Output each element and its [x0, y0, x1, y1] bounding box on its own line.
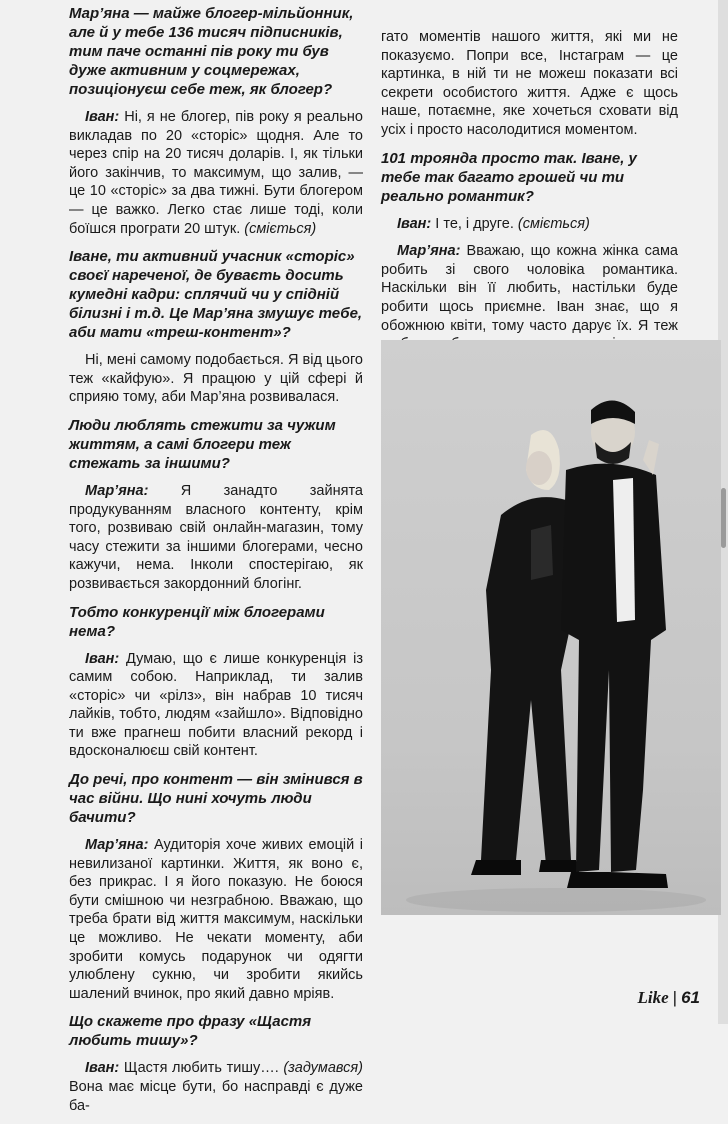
footer-separator: |: [672, 988, 678, 1007]
question-5: До речі, про контент — він змінився в час війни. Що нині хочуть люди бачити?: [69, 771, 363, 827]
speaker-label: Іван:: [397, 215, 432, 232]
page-number: 61: [681, 988, 700, 1007]
answer-1: [69, 108, 363, 238]
stage-note: (задумався): [283, 1060, 363, 1077]
answer-6: [69, 1059, 363, 1115]
stage-note: (сміється): [244, 220, 317, 237]
question-2: Іване, ти активний учасник «сторіс» своєї нареченої, де буваєть досить кумедні кадри: сплячий чи у спідній білизні і т.д. Це Мар’яна змушує тебе, аби мати «треш-контент»?: [69, 248, 363, 342]
speaker-label: Іван:: [85, 1060, 120, 1077]
speaker-label: Іван:: [85, 650, 120, 667]
speaker-label: Мар’яна:: [85, 837, 149, 854]
left-column: [69, 4, 363, 1124]
answer-text: Я занадто зайнята продукуванням власного контенту, крім того, розвиваю свій онлайн-магазин, тому часу стежити за іншими блогерами, чесно кажучи, нема. Інколи спостерігаю, як розвивається закордонний блогінг.: [69, 482, 363, 592]
answer-3: [69, 482, 363, 594]
answer-5: [69, 836, 363, 1003]
question-7: 101 троянда просто так. Іване, у тебе так багато грошей чи ти реально романтик?: [381, 149, 637, 205]
answer-text: І те, і друге.: [431, 215, 518, 232]
speaker-label: Мар’яна:: [397, 243, 461, 260]
couple-photo-illustration: [381, 340, 721, 915]
answer-text: Щастя любить тишу….: [119, 1060, 284, 1077]
question-3: Люди люблять стежити за чужим життям, а самі блогери теж стежать за іншими?: [69, 416, 336, 472]
question-6: Що скажете про фразу «Щастя любить тишу»?: [69, 1013, 312, 1050]
speaker-label: Мар’яна:: [85, 482, 149, 499]
question-1: Мар’яна — майже блогер-мільйонник, але й у тебе 136 тисяч підписників, тим паче останні пів року ти був дуже активним у соцмережах, позиціонуєш себе теж, як блогер?: [69, 5, 354, 98]
question-4: Тобто конкуренції між блогерами нема?: [69, 603, 325, 640]
speaker-label: Іван:: [85, 109, 120, 125]
answer-6-continuation: гато моментів нашого життя, які ми не показуємо. Попри все, Інстаграм — це картинка, в ній ти не можеш показати всі секрети особистого життя. Адже є щось наше, потаємне, яке хочеться сховати від усіх і просто насолодитися моментом.: [381, 29, 678, 138]
answer-text: Аудиторія хоче живих емоцій і невилизаної картинки. Життя, як воно є, без прикрас. І я його показую. Не боюся бути смішною чи незграбною. Вважаю, що треба брати від життя максимум, наскільки це можливо. Не чекати моменту, аби зробити комусь подарунок чи одягти улюблену сукню, чи зробити якийсь шалений вчинок, про який давно мріяв.: [69, 837, 363, 1002]
answer-text-continued: Вона має місце бути, бо насправді є дуже ба-: [69, 1079, 363, 1114]
stage-note: (сміється): [517, 215, 590, 232]
answer-4: [69, 650, 363, 762]
answer-7: [381, 215, 678, 234]
scrollbar-thumb[interactable]: [721, 488, 726, 548]
answer-2: Ні, мені самому подобається. Я від цього теж «кайфую». Я працюю у цій сфері й сприяю тому, аби Мар’яна розвивалася.: [69, 352, 363, 406]
answer-text: Вважаю, що кожна жінка сама робить зі свого чоловіка романтика. Наскільки він її любить, настільки буде робити щось приємне. Іван знає, що я обожнюю квіти, тому часто дарує їх. Я теж: [381, 243, 678, 334]
page-footer: [638, 988, 701, 1008]
couple-photo: [381, 340, 721, 915]
answer-text: Думаю, що є лише конкуренція із самим собою. Наприклад, ти залив «сторіс» чи «рілз», він набрав 10 тисяч лайків, тобто, людям «зайшло». Відповідно ти вже прагнеш побити власний рекорд і вдосконалюєш свій контент.: [69, 650, 363, 760]
answer-text: Ні, я не блогер, пів року я реально викладав по 20 «сторіс» щодня. Але то через спір на 20 тисяч доларів. І, як тільки його закінчив, то максимум, що залив, — це 10 «сторіс» за два тижні. Бути блогером — це важко. Легко стає лише тоді, коли боїшся програти 20 штук.: [69, 109, 363, 237]
right-column: [381, 28, 678, 381]
magazine-logo: Like: [637, 988, 669, 1007]
